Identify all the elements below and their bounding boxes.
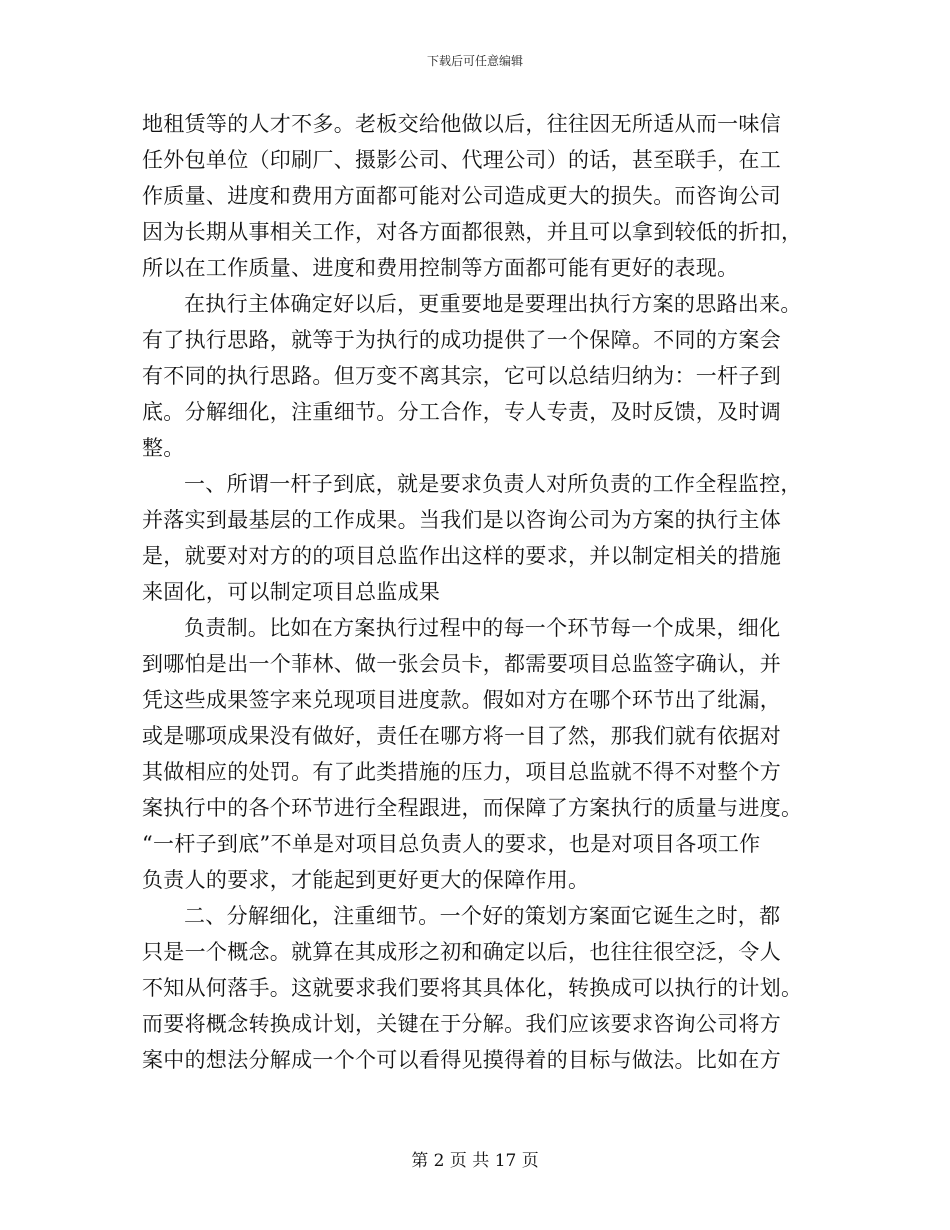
text-line: 作质量、进度和费用方面都可能对公司造成更大的损失。而咨询公司 xyxy=(142,184,781,208)
text-line: 案执行中的各个环节进行全程跟进，而保障了方案执行的质量与进度。 xyxy=(142,796,803,820)
page-header: 下载后可任意编辑 xyxy=(426,54,523,68)
text-line: 其做相应的处罚。有了此类措施的压力，项目总监就不得不对整个方 xyxy=(142,760,781,784)
text-line: 因为长期从事相关工作，对各方面都很熟，并且可以拿到较低的折扣， xyxy=(142,220,803,244)
text-line: 而要将概念转换成计划，关键在于分解。我们应该要求咨询公司将方 xyxy=(142,1012,781,1036)
page-number-footer: 第 2 页 共 17 页 xyxy=(411,1151,539,1171)
text-line: 或是哪项成果没有做好，责任在哪方将一目了然，那我们就有依据对 xyxy=(142,724,781,748)
text-line: 整。 xyxy=(142,436,185,460)
text-line: 负责人的要求，才能起到更好更大的保障作用。 xyxy=(142,868,590,892)
text-line: 到哪怕是出一个菲林、做一张会员卡，都需要项目总监签字确认，并 xyxy=(142,652,781,676)
text-line: 底。分解细化，注重细节。分工合作，专人专责，及时反馈，及时调 xyxy=(142,400,781,424)
text-line: 只是一个概念。就算在其成形之初和确定以后，也往往很空泛，令人 xyxy=(142,940,781,964)
text-line: 任外包单位（印刷厂、摄影公司、代理公司）的话，甚至联手，在工 xyxy=(142,148,781,172)
text-line: 并落实到最基层的工作成果。当我们是以咨询公司为方案的执行主体 xyxy=(142,508,781,532)
text-line: 所以在工作质量、进度和费用控制等方面都可能有更好的表现。 xyxy=(142,256,739,280)
text-line: 一、所谓一杆子到底，就是要求负责人对所负责的工作全程监控， xyxy=(184,472,802,496)
text-line: 负责制。比如在方案执行过程中的每一个环节每一个成果，细化 xyxy=(184,616,781,640)
text-line: “一杆子到底”不单是对项目总负责人的要求，也是对项目各项工作 xyxy=(142,832,761,856)
text-line: 在执行主体确定好以后，更重要地是要理出执行方案的思路出来。 xyxy=(184,292,802,316)
text-line: 凭这些成果签字来兑现项目进度款。假如对方在哪个环节出了纰漏， xyxy=(142,688,781,712)
text-line: 来固化，可以制定项目总监成果 xyxy=(142,580,441,604)
text-line: 不知从何落手。这就要求我们要将其具体化，转换成可以执行的计划。 xyxy=(142,976,803,1000)
text-line: 有不同的执行思路。但万变不离其宗，它可以总结归纳为：一杆子到 xyxy=(142,364,781,388)
text-line: 二、分解细化，注重细节。一个好的策划方案面它诞生之时，都 xyxy=(184,904,781,928)
text-line: 案中的想法分解成一个个可以看得见摸得着的目标与做法。比如在方 xyxy=(142,1048,781,1072)
document-body xyxy=(142,106,810,1078)
text-line: 有了执行思路，就等于为执行的成功提供了一个保障。不同的方案会 xyxy=(142,328,781,352)
text-line: 地租赁等的人才不多。老板交给他做以后，往往因无所适从而一味信 xyxy=(142,112,781,136)
text-line: 是，就要对对方的的项目总监作出这样的要求，并以制定相关的措施 xyxy=(142,544,781,568)
